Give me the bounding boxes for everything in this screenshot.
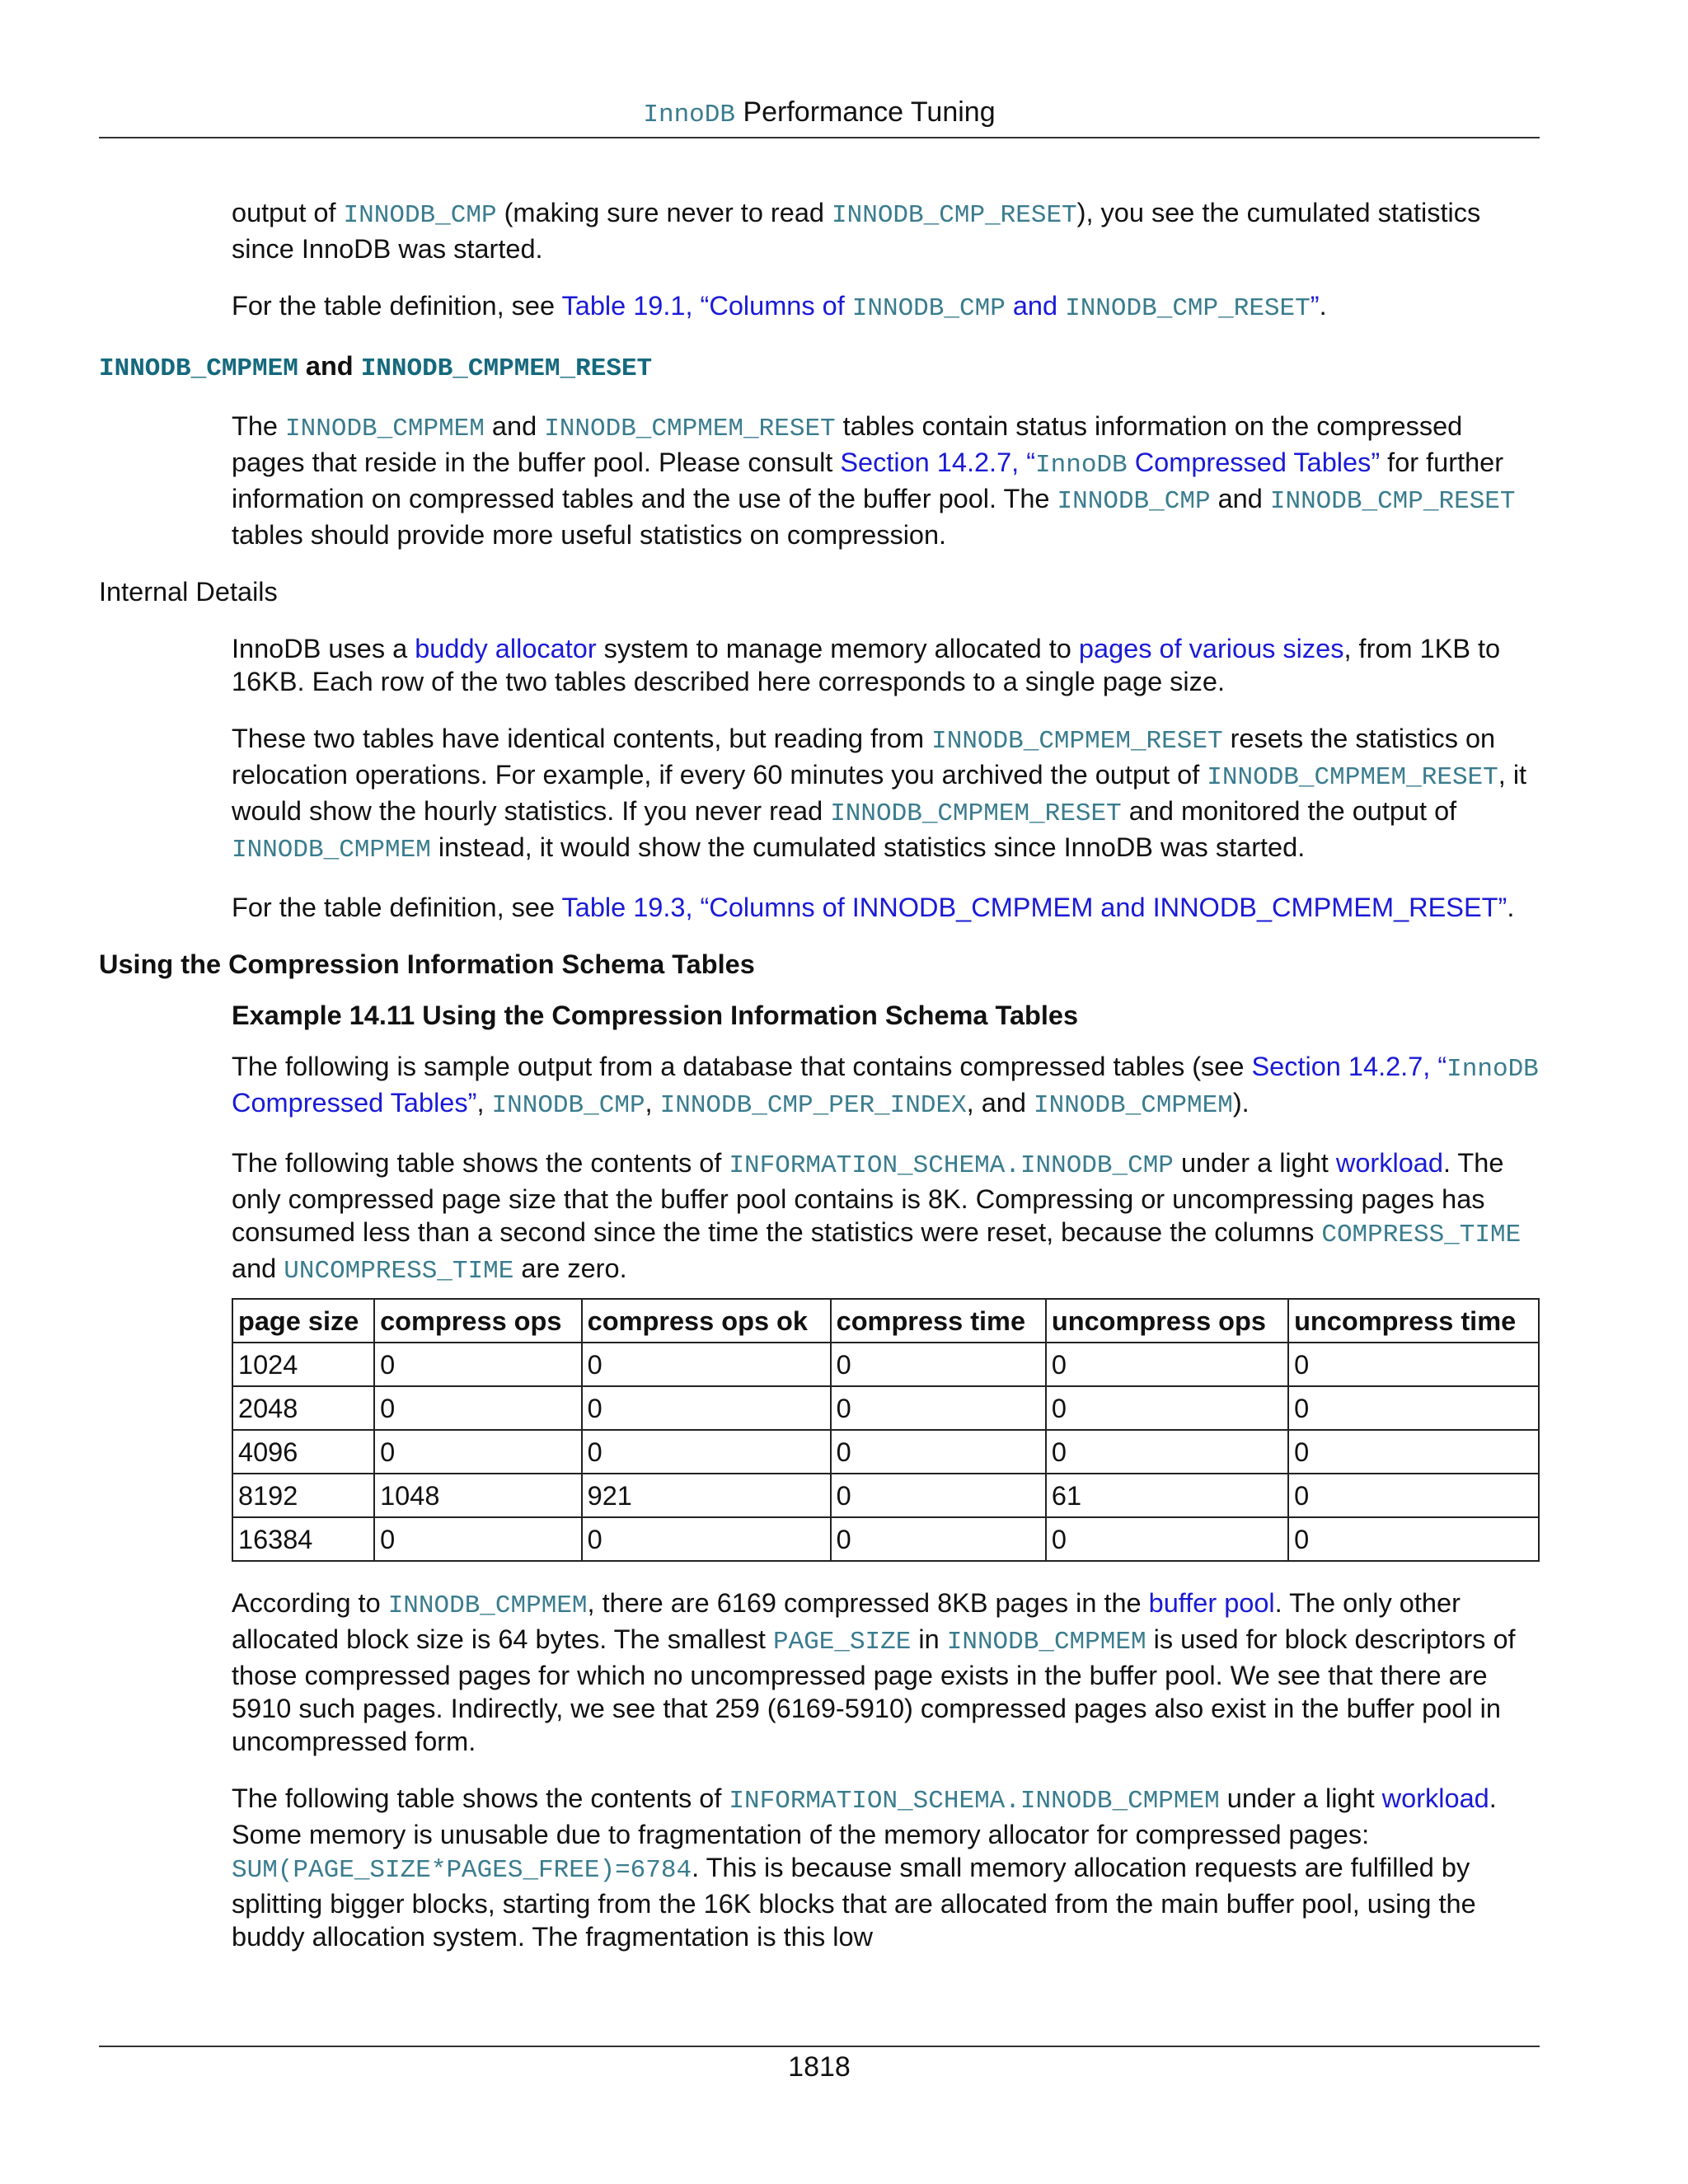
table-cell: 0 — [831, 1430, 1046, 1474]
header-cell: uncompress time — [1288, 1299, 1539, 1343]
pages-of-various-sizes-link[interactable]: pages of various sizes — [1078, 634, 1344, 663]
table-cell: 0 — [582, 1517, 831, 1561]
table-cell: 16384 — [232, 1517, 374, 1561]
innodb-cmp-contents-paragraph: The following table shows the contents of INFORMATION_SCHEMA.INNODB_CMP under a light workload. The only compressed page size that the buffer pool contains is 8K. Compressing or uncompressing pages has consumed less than a second since the time the statistics were reset, because the columns COMPRESS_TIME and UNCOMPRESS_TIME are zero. — [232, 1148, 1522, 1286]
innodb-cmp-table — [232, 1298, 1540, 1562]
table-row — [232, 1430, 1539, 1474]
table-cell: 0 — [1046, 1517, 1288, 1561]
table-cell: 0 — [1288, 1430, 1539, 1474]
buddy-allocator-paragraph: InnoDB uses a buddy allocator system to manage memory allocated to pages of various sizes, from 1KB to 16KB. Each row of the two tables described here corresponds to a single page size. — [232, 634, 1501, 696]
header-cell: page size — [232, 1299, 374, 1343]
header-cell: compress time — [831, 1299, 1046, 1343]
internal-details-label: Internal Details — [99, 577, 278, 607]
sample-output-paragraph: The following is sample output from a database that contains compressed tables (see Section 14.2.7, “InnoDB Compressed Tables”, INNODB_CMP, INNODB_CMP_PER_INDEX, and INNODB_CMPMEM). — [232, 1052, 1539, 1120]
example-block — [232, 999, 1540, 1953]
section-14-2-7-link[interactable]: Section 14.2.7, “InnoDB Compressed Tables” — [840, 448, 1381, 480]
table-definition-paragraph: For the table definition, see Table 19.1, “Columns of INNODB_CMP and INNODB_CMP_RESET”. — [232, 291, 1327, 323]
table-cell: 0 — [1288, 1517, 1539, 1561]
table-19-3-link[interactable]: Table 19.3, “Columns of INNODB_CMPMEM and INNODB_CMPMEM_RESET” — [561, 893, 1507, 922]
code-innodb-cmp-reset: INNODB_CMP_RESET — [832, 201, 1077, 230]
using-section-heading: Using the Compression Information Schema Tables — [99, 949, 755, 979]
header-text: Performance Tuning — [735, 96, 996, 128]
table-row — [232, 1474, 1539, 1517]
header-cell: compress ops ok — [582, 1299, 831, 1343]
intro-paragraph: output of INNODB_CMP (making sure never to read INNODB_CMP_RESET), you see the cumulated statistics since InnoDB was started. — [232, 198, 1481, 264]
section-14-2-7-link-2[interactable]: Section 14.2.7, “InnoDB Compressed Tables” — [232, 1052, 1539, 1118]
page-content — [99, 196, 1540, 1977]
table-header-row — [232, 1299, 1539, 1343]
table-cell: 0 — [1288, 1474, 1539, 1517]
table-cell: 0 — [831, 1474, 1046, 1517]
table-cell: 1024 — [232, 1343, 374, 1386]
cmpmem-block — [232, 410, 1540, 551]
cmpmem-term-heading: INNODB_CMPMEM and INNODB_CMPMEM_RESET — [99, 351, 653, 383]
table-cell: 921 — [582, 1474, 831, 1517]
table-cell: 0 — [374, 1386, 582, 1430]
table-cell: 0 — [1046, 1430, 1288, 1474]
workload-link-1[interactable]: workload — [1335, 1148, 1443, 1178]
table-cell: 0 — [1046, 1386, 1288, 1430]
header-cell: uncompress ops — [1046, 1299, 1288, 1343]
table-cell: 0 — [1046, 1343, 1288, 1386]
table-cell: 61 — [1046, 1474, 1288, 1517]
table-cell: 1048 — [374, 1474, 582, 1517]
table-cell: 0 — [374, 1517, 582, 1561]
table-cell: 0 — [582, 1343, 831, 1386]
cmpmem-contents-paragraph: The following table shows the contents of INFORMATION_SCHEMA.INNODB_CMPMEM under a light workload. Some memory is unusable due to fragmentation of the memory allocator for compressed pages: SUM(PAGE_SIZE*PAGES_FREE)=6784. This is because small memory allocation requests are fulfilled by splitting bigger blocks, starting from the 16K blocks that are allocated from the main buffer pool, using the buddy allocation system. The fragmentation is this low — [232, 1783, 1497, 1952]
table-row — [232, 1386, 1539, 1430]
workload-link-2[interactable]: workload — [1381, 1783, 1489, 1813]
cmpmem-analysis-paragraph: According to INNODB_CMPMEM, there are 6169 compressed 8KB pages in the buffer pool. The only other allocated block size is 64 bytes. The smallest PAGE_SIZE in INNODB_CMPMEM is used for block descriptors of those compressed pages for which no uncompressed page exists in the buffer pool. We see that there are 5910 such pages. Indirectly, we see that 259 (6169-5910) compressed pages also exist in the buffer pool in uncompressed form. — [232, 1588, 1516, 1756]
buddy-allocator-link[interactable]: buddy allocator — [415, 634, 597, 663]
table-cell: 0 — [374, 1343, 582, 1386]
example-title: Example 14.11 Using the Compression Information Schema Tables — [232, 1001, 1079, 1030]
identical-contents-paragraph: These two tables have identical contents, but reading from INNODB_CMPMEM_RESET resets the statistics on relocation operations. For example, if every 60 minutes you archived the output of INNODB_CMPMEM_RESET, it would show the hourly statistics. If you never read INNODB_CMPMEM_RESET and monitored the output of INNODB_CMPMEM instead, it would show the cumulated statistics since InnoDB was started. — [232, 724, 1527, 865]
table-cell: 2048 — [232, 1386, 374, 1430]
table-cell: 0 — [1288, 1343, 1539, 1386]
table-cell: 0 — [1288, 1386, 1539, 1430]
table-cell: 0 — [582, 1386, 831, 1430]
intro-block — [232, 196, 1540, 326]
running-header — [99, 92, 1540, 135]
table-cell: 0 — [831, 1386, 1046, 1430]
table-cell: 0 — [831, 1343, 1046, 1386]
table-cell: 0 — [582, 1430, 831, 1474]
table-row — [232, 1517, 1539, 1561]
table-cell: 0 — [374, 1430, 582, 1474]
table-19-3-paragraph: For the table definition, see Table 19.3, “Columns of INNODB_CMPMEM and INNODB_CMPMEM_RESET”. — [232, 893, 1515, 922]
table-cell: 4096 — [232, 1430, 374, 1474]
internal-details-block — [232, 632, 1540, 924]
code-innodb-cmp: INNODB_CMP — [343, 201, 497, 230]
cmpmem-paragraph: The INNODB_CMPMEM and INNODB_CMPMEM_RESET tables contain status information on the compressed pages that reside in the buffer pool. Please consult Section 14.2.7, “InnoDB Compressed Tables” for further information on compressed tables and the use of the buffer pool. The INNODB_CMP and INNODB_CMP_RESET tables should provide more useful statistics on compression. — [232, 411, 1516, 550]
header-rule — [99, 137, 1540, 138]
table-cell: 0 — [831, 1517, 1046, 1561]
page-number: 1818 — [788, 2051, 851, 2083]
buffer-pool-link[interactable]: buffer pool — [1148, 1588, 1275, 1618]
header-code: InnoDB — [643, 101, 735, 129]
header-cell: compress ops — [374, 1299, 582, 1343]
table-19-1-link[interactable]: Table 19.1, “Columns of INNODB_CMP and INNODB_CMP_RESET” — [561, 291, 1320, 323]
table-row — [232, 1343, 1539, 1386]
table-cell: 8192 — [232, 1474, 374, 1517]
